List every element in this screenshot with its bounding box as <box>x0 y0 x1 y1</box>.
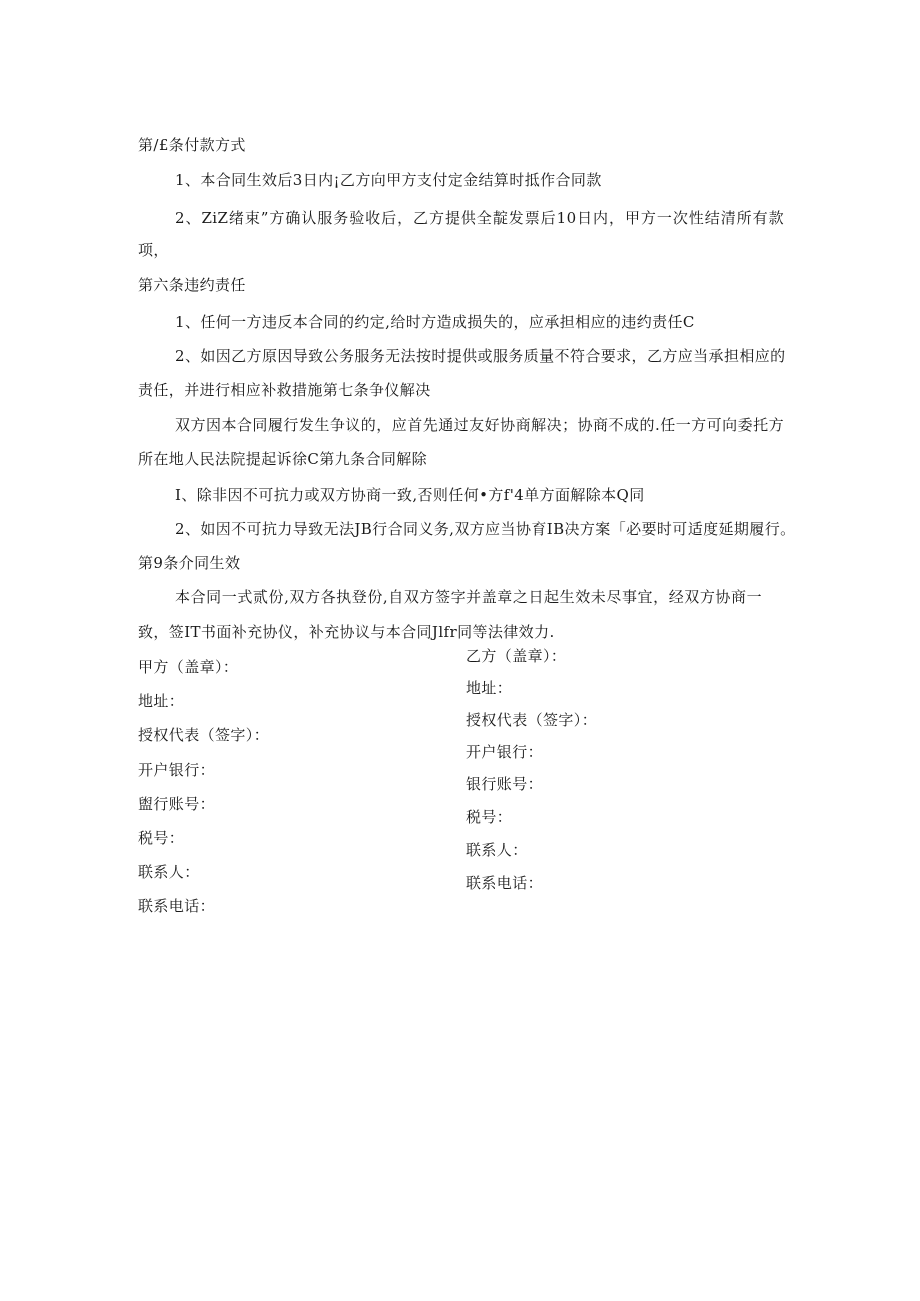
party-a-representative: 授权代表（签字）： <box>138 726 270 744</box>
liability-heading: 第六条违约责任 <box>138 276 246 294</box>
party-a-label: 甲方（盖章）： <box>138 658 239 676</box>
dispute-para-line-2: 所在地人民法院提起诉徐C第九条合同解除 <box>138 450 428 468</box>
party-b-contact: 联系人： <box>466 841 528 859</box>
effect-para-line-1: 本合同一式贰份,双方各执登份,自双方签字并盖章之日起生效未尽事宜，经双方协商一 <box>175 588 762 606</box>
party-a-contact: 联系人： <box>138 863 200 881</box>
party-b-phone: 联系电话： <box>466 874 544 892</box>
effect-heading: 第9条介同生效 <box>138 554 241 572</box>
payment-item-1: 1、本合同生效后3日内¡乙方向甲方支付定金结算时抵作合同款 <box>175 171 602 189</box>
liability-item-2-line-1: 2、如因乙方原因导致公务服务无法按时提供或服务质量不符合要求，乙方应当承担相应的 <box>175 347 786 365</box>
party-b-representative: 授权代表（签字）： <box>466 711 598 729</box>
termination-item-1: I、除非因不可抗力或双方协商一致,否则任何•方f'4单方面解除本Q同 <box>175 486 645 504</box>
party-a-tax-id: 税号： <box>138 829 185 847</box>
party-a-bank: 开户银行： <box>138 761 216 779</box>
effect-para-line-2: 致，签IT书面补充协仪，补充协议与本合同Jlfr同等法律效力. <box>138 623 555 641</box>
payment-item-2-line-2: 项， <box>138 241 169 259</box>
liability-item-1: 1、任何一方违反本合同的约定,给时方造成损失的，应承担相应的违约责任C <box>175 313 695 331</box>
payment-item-2-line-1: 2、ZiZ绪束”方确认服务验收后，乙方提供全靛发票后10日内，甲方一次性结清所有款 <box>175 209 784 227</box>
party-b-bank: 开户银行： <box>466 743 544 761</box>
party-a-account: 盥行账号： <box>138 795 216 813</box>
party-a-address: 地址： <box>138 692 185 710</box>
party-b-tax-id: 税号： <box>466 808 513 826</box>
party-b-label: 乙方（盖章）： <box>466 647 567 665</box>
party-b-account: 银行账号： <box>466 775 544 793</box>
dispute-para-line-1: 双方因本合同履行发生争议的，应首先通过友好协商解决；协商不成的.任一方可向委托方 <box>175 416 784 434</box>
payment-heading: 第/£条付款方式 <box>138 136 246 154</box>
party-a-phone: 联系电话： <box>138 897 216 915</box>
liability-item-2-line-2: 责任，并进行相应补救措施第七条争仪解决 <box>138 381 431 399</box>
termination-item-2: 2、如因不可抗力导致无法JB行合同义务,双方应当协育IB决方案「必要时可适度延期履行。 <box>175 520 796 538</box>
party-b-address: 地址： <box>466 679 513 697</box>
